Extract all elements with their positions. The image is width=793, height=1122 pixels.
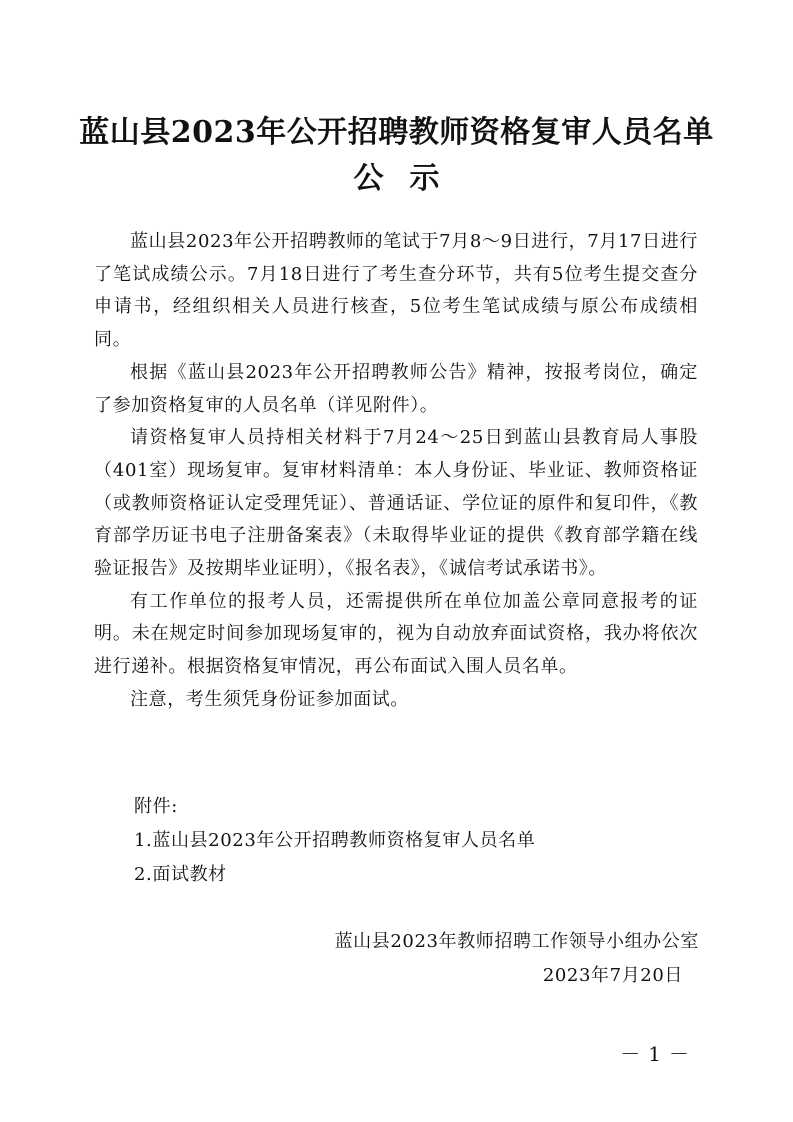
document-body — [94, 226, 698, 717]
body-paragraph-2: 根据《蓝山县2023年公开招聘教师公告》精神，按报考岗位，确定了参加资格复审的人员名单（详见附件）。 — [94, 361, 698, 416]
body-paragraph-3: 请资格复审人员持相关材料于7月24～25日到蓝山县教育局人事股（401室）现场复审。复审材料清单：本人身份证、毕业证、教师资格证（或教师资格证认定受理凭证）、普通话证、学位证的原件和复印件，《教育部学历证书电子注册备案表》（未取得毕业证的提供《教育部学籍在线验证报告》及按期毕业证明），《报名表》，《诚信考试承诺书》。 — [94, 427, 698, 580]
body-paragraph-5: 注意，考生须凭身份证参加面试。 — [130, 688, 409, 710]
attachments-section — [134, 790, 535, 892]
page-number: －1－ — [620, 1042, 697, 1066]
signature-organization: 蓝山县2023年教师招聘工作领导小组办公室 — [334, 931, 699, 952]
document-subtitle: 公示 — [353, 161, 466, 196]
attachment-item-1: 1.蓝山县2023年公开招聘教师资格复审人员名单 — [134, 830, 536, 851]
attachment-item-2: 2.面试教材 — [134, 864, 227, 885]
body-paragraph-4: 有工作单位的报考人员，还需提供所在单位加盖公章同意报考的证明。未在规定时间参加现场复审的，视为自动放弃面试资格，我办将依次进行递补。根据资格复审情况，再公布面试入围人员名单。 — [94, 590, 698, 678]
attachments-label: 附件: — [134, 796, 178, 817]
document-title: 蓝山县2023年公开招聘教师资格复审人员名单 — [79, 115, 714, 150]
signature-date: 2023年7月20日 — [542, 965, 683, 986]
signature-block — [335, 925, 699, 993]
body-paragraph-1: 蓝山县2023年公开招聘教师的笔试于7月8～9日进行，7月17日进行了笔试成绩公示。7月18日进行了考生查分环节，共有5位考生提交查分申请书，经组织相关人员进行核查，5位考生笔试成绩与原公布成绩相同。 — [94, 231, 698, 351]
